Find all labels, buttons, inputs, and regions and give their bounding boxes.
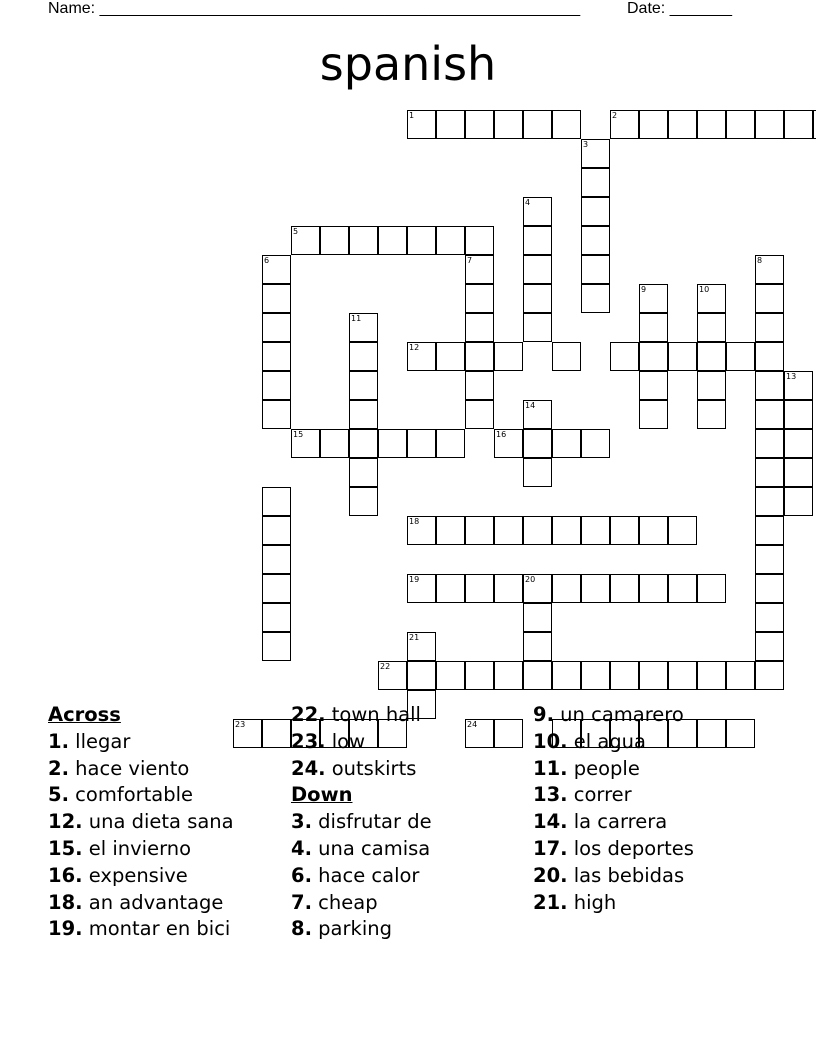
grid-cell[interactable] <box>523 429 552 458</box>
grid-cell[interactable] <box>755 284 784 313</box>
clue-item <box>533 809 694 836</box>
grid-cell[interactable] <box>610 661 639 690</box>
grid-cell[interactable] <box>610 342 639 371</box>
clue-item <box>48 836 234 863</box>
grid-cell[interactable] <box>697 574 726 603</box>
clue-item-number: 22. <box>291 703 326 726</box>
grid-cell[interactable] <box>523 313 552 342</box>
grid-cell[interactable] <box>581 429 610 458</box>
clue-item <box>291 809 432 836</box>
grid-cell[interactable] <box>639 110 668 139</box>
grid-cell[interactable] <box>523 603 552 632</box>
grid-cell[interactable] <box>407 632 436 661</box>
grid-cell[interactable] <box>494 429 523 458</box>
grid-cell[interactable] <box>262 603 291 632</box>
grid-cell[interactable] <box>784 429 813 458</box>
grid-cell[interactable] <box>523 661 552 690</box>
clue-item <box>533 782 694 809</box>
clue-item-text: people <box>567 756 640 780</box>
clue-item <box>533 756 694 783</box>
clue-item-number: 21. <box>533 890 568 914</box>
grid-cell[interactable] <box>755 458 784 487</box>
clue-number: 11 <box>351 314 362 323</box>
page-title: spanish <box>319 37 497 91</box>
grid-cell[interactable] <box>639 400 668 429</box>
grid-cell[interactable] <box>639 661 668 690</box>
grid-cell[interactable] <box>639 313 668 342</box>
clue-item-text: montar en bici <box>82 917 231 941</box>
grid-cell[interactable] <box>407 574 436 603</box>
clue-item <box>533 729 694 756</box>
grid-cell[interactable] <box>262 400 291 429</box>
clue-item-number: 19. <box>48 917 83 941</box>
grid-cell[interactable] <box>755 487 784 516</box>
clue-item-number: 11. <box>533 756 568 780</box>
clue-number: 16 <box>496 430 507 439</box>
grid-cell[interactable] <box>465 574 494 603</box>
grid-cell[interactable] <box>581 284 610 313</box>
grid-cell[interactable] <box>697 313 726 342</box>
grid-cell[interactable] <box>494 516 523 545</box>
clue-item-text: outskirts <box>325 756 417 780</box>
clue-number: 5 <box>293 227 299 236</box>
clue-item-number: 2. <box>48 756 69 780</box>
grid-cell[interactable] <box>668 661 697 690</box>
clues-column-3 <box>533 702 694 916</box>
grid-cell[interactable] <box>465 400 494 429</box>
grid-cell[interactable] <box>523 574 552 603</box>
clue-item <box>291 702 432 729</box>
clue-item-number: 9. <box>533 703 554 726</box>
grid-cell[interactable] <box>465 661 494 690</box>
grid-cell[interactable] <box>552 574 581 603</box>
grid-cell[interactable] <box>668 574 697 603</box>
clue-item <box>533 890 694 917</box>
clue-item-number: 4. <box>291 836 312 860</box>
grid-cell[interactable] <box>581 139 610 168</box>
grid-cell[interactable] <box>262 719 291 748</box>
grid-cell[interactable] <box>349 226 378 255</box>
grid-cell[interactable] <box>552 110 581 139</box>
grid-cell[interactable] <box>639 516 668 545</box>
grid-cell[interactable] <box>523 632 552 661</box>
grid-cell[interactable] <box>610 516 639 545</box>
grid-cell[interactable] <box>581 255 610 284</box>
grid-cell[interactable] <box>320 429 349 458</box>
grid-cell[interactable] <box>262 255 291 284</box>
clue-item-text: las bebidas <box>567 863 685 887</box>
clue-item <box>291 756 432 783</box>
grid-cell[interactable] <box>262 545 291 574</box>
grid-cell[interactable] <box>349 400 378 429</box>
grid-cell[interactable] <box>523 197 552 226</box>
grid-cell[interactable] <box>639 284 668 313</box>
grid-cell[interactable] <box>523 110 552 139</box>
clue-item-text: town hall <box>325 703 421 726</box>
clue-number: 10 <box>699 285 710 294</box>
grid-cell[interactable] <box>436 516 465 545</box>
clue-item-text: una camisa <box>311 836 431 860</box>
clue-number: 12 <box>409 343 420 352</box>
clue-item-text: high <box>567 890 617 914</box>
grid-cell[interactable] <box>523 458 552 487</box>
clue-item <box>48 916 234 943</box>
grid-cell[interactable] <box>610 574 639 603</box>
clue-item-number: 13. <box>533 783 568 807</box>
grid-cell[interactable] <box>755 632 784 661</box>
grid-cell[interactable] <box>581 516 610 545</box>
clue-item <box>291 836 432 863</box>
grid-cell[interactable] <box>291 226 320 255</box>
grid-cell[interactable] <box>755 545 784 574</box>
grid-cell[interactable] <box>581 197 610 226</box>
clue-item-text: expensive <box>82 863 188 887</box>
clues-column-2 <box>291 702 432 943</box>
grid-cell[interactable] <box>668 110 697 139</box>
clue-item-text: disfrutar de <box>311 810 432 834</box>
grid-cell[interactable] <box>320 226 349 255</box>
grid-cell[interactable] <box>262 516 291 545</box>
clue-item-number: 6. <box>291 863 312 887</box>
grid-cell[interactable] <box>262 342 291 371</box>
clue-item-text: llegar <box>68 729 131 753</box>
grid-cell[interactable] <box>262 487 291 516</box>
across-heading: Across <box>48 703 121 726</box>
clue-item-number: 24. <box>291 756 326 780</box>
grid-cell[interactable] <box>784 458 813 487</box>
grid-cell[interactable] <box>465 371 494 400</box>
grid-cell[interactable] <box>726 661 755 690</box>
grid-cell[interactable] <box>262 371 291 400</box>
grid-cell[interactable] <box>233 719 262 748</box>
clue-item-number: 5. <box>48 783 69 807</box>
clue-item-text: un camarero <box>553 703 684 726</box>
clue-number: 6 <box>264 256 270 265</box>
grid-cell[interactable] <box>407 429 436 458</box>
grid-cell[interactable] <box>784 371 813 400</box>
grid-cell[interactable] <box>349 458 378 487</box>
grid-cell[interactable] <box>465 284 494 313</box>
grid-cell[interactable] <box>697 284 726 313</box>
grid-cell[interactable] <box>494 661 523 690</box>
clue-number: 19 <box>409 575 420 584</box>
grid-cell[interactable] <box>755 516 784 545</box>
clue-item <box>533 702 694 729</box>
clue-item <box>291 729 432 756</box>
grid-cell[interactable] <box>697 371 726 400</box>
name-field-label: Name: ______________________________________________________ <box>48 0 581 17</box>
clue-item <box>533 863 694 890</box>
clue-item <box>48 756 234 783</box>
clue-number: 15 <box>293 430 304 439</box>
grid-cell[interactable] <box>755 574 784 603</box>
grid-cell[interactable] <box>407 661 436 690</box>
clue-number: 2 <box>612 111 618 120</box>
grid-cell[interactable] <box>349 487 378 516</box>
grid-cell[interactable] <box>552 429 581 458</box>
grid-cell[interactable] <box>784 110 813 139</box>
grid-cell[interactable] <box>755 661 784 690</box>
grid-cell[interactable] <box>262 632 291 661</box>
grid-cell[interactable] <box>291 429 320 458</box>
grid-cell[interactable] <box>465 255 494 284</box>
grid-cell[interactable] <box>378 429 407 458</box>
grid-cell[interactable] <box>349 342 378 371</box>
date-field-label: Date: _______ <box>627 0 732 17</box>
grid-cell[interactable] <box>465 313 494 342</box>
clue-item-number: 16. <box>48 863 83 887</box>
grid-cell[interactable] <box>465 342 494 371</box>
clue-item-text: hace viento <box>68 756 190 780</box>
clue-number: 23 <box>235 720 246 729</box>
grid-cell[interactable] <box>436 574 465 603</box>
clue-number: 4 <box>525 198 531 207</box>
grid-cell[interactable] <box>552 661 581 690</box>
clue-item <box>291 863 432 890</box>
clue-item <box>48 782 234 809</box>
clue-item-text: comfortable <box>68 783 194 807</box>
grid-cell[interactable] <box>581 226 610 255</box>
clue-item-text: el invierno <box>82 836 192 860</box>
grid-cell[interactable] <box>697 342 726 371</box>
clue-item-number: 17. <box>533 836 568 860</box>
grid-cell[interactable] <box>523 255 552 284</box>
clue-item-number: 3. <box>291 810 312 834</box>
grid-cell[interactable] <box>581 574 610 603</box>
clue-item-number: 12. <box>48 810 83 834</box>
grid-cell[interactable] <box>262 284 291 313</box>
clue-item-text: an advantage <box>82 890 224 914</box>
grid-cell[interactable] <box>755 342 784 371</box>
clue-item-text: low <box>325 729 366 753</box>
grid-cell[interactable] <box>349 371 378 400</box>
grid-cell[interactable] <box>378 661 407 690</box>
grid-cell[interactable] <box>668 342 697 371</box>
grid-cell[interactable] <box>755 400 784 429</box>
grid-cell[interactable] <box>755 429 784 458</box>
grid-cell[interactable] <box>407 110 436 139</box>
clue-item-text: parking <box>311 917 392 941</box>
grid-cell[interactable] <box>668 516 697 545</box>
clue-item <box>48 809 234 836</box>
grid-cell[interactable] <box>552 516 581 545</box>
grid-cell[interactable] <box>610 110 639 139</box>
grid-cell[interactable] <box>755 110 784 139</box>
clue-number: 7 <box>467 256 473 265</box>
clue-item <box>48 890 234 917</box>
clue-item-text: la carrera <box>567 810 668 834</box>
clue-item-number: 14. <box>533 810 568 834</box>
grid-cell[interactable] <box>407 342 436 371</box>
clue-item-number: 20. <box>533 863 568 887</box>
grid-cell[interactable] <box>784 400 813 429</box>
grid-cell[interactable] <box>784 487 813 516</box>
grid-cell[interactable] <box>436 429 465 458</box>
grid-cell[interactable] <box>755 603 784 632</box>
clues-column-1 <box>48 702 234 943</box>
clue-item-number: 10. <box>533 729 568 753</box>
grid-cell[interactable] <box>523 516 552 545</box>
grid-cell[interactable] <box>407 226 436 255</box>
grid-cell[interactable] <box>262 574 291 603</box>
grid-cell[interactable] <box>436 226 465 255</box>
grid-cell[interactable] <box>349 429 378 458</box>
clue-number: 13 <box>786 372 797 381</box>
clue-item <box>48 729 234 756</box>
grid-cell[interactable] <box>349 313 378 342</box>
grid-cell[interactable] <box>494 719 523 748</box>
grid-cell[interactable] <box>523 226 552 255</box>
clue-number: 3 <box>583 140 589 149</box>
clue-item-text: el agua <box>567 729 646 753</box>
clue-item <box>533 836 694 863</box>
grid-cell[interactable] <box>697 110 726 139</box>
clue-number: 21 <box>409 633 420 642</box>
grid-cell[interactable] <box>639 371 668 400</box>
clue-number: 22 <box>380 662 391 671</box>
clue-item-number: 1. <box>48 729 69 753</box>
grid-cell[interactable] <box>436 110 465 139</box>
grid-cell[interactable] <box>436 661 465 690</box>
clue-item-number: 18. <box>48 890 83 914</box>
grid-cell[interactable] <box>494 110 523 139</box>
grid-cell[interactable] <box>378 226 407 255</box>
clue-item <box>291 890 432 917</box>
grid-cell[interactable] <box>552 342 581 371</box>
grid-cell[interactable] <box>639 574 668 603</box>
grid-cell[interactable] <box>523 284 552 313</box>
clue-item <box>48 863 234 890</box>
clue-number: 8 <box>757 256 763 265</box>
clue-number: 14 <box>525 401 536 410</box>
clue-number: 9 <box>641 285 647 294</box>
clue-item-text: cheap <box>311 890 378 914</box>
clue-item-number: 15. <box>48 836 83 860</box>
clue-number: 20 <box>525 575 536 584</box>
clue-item-text: una dieta sana <box>82 810 234 834</box>
grid-cell[interactable] <box>726 110 755 139</box>
clue-item-text: hace calor <box>311 863 420 887</box>
grid-cell[interactable] <box>639 342 668 371</box>
clue-item-number: 8. <box>291 917 312 941</box>
grid-cell[interactable] <box>726 719 755 748</box>
grid-cell[interactable] <box>581 168 610 197</box>
clue-item <box>291 916 432 943</box>
grid-cell[interactable] <box>697 400 726 429</box>
grid-cell[interactable] <box>494 342 523 371</box>
grid-cell[interactable] <box>407 516 436 545</box>
grid-cell[interactable] <box>465 719 494 748</box>
grid-cell[interactable] <box>436 342 465 371</box>
grid-cell[interactable] <box>697 661 726 690</box>
grid-cell[interactable] <box>465 110 494 139</box>
clue-item-text: correr <box>567 783 632 807</box>
clue-number: 18 <box>409 517 420 526</box>
grid-cell[interactable] <box>262 313 291 342</box>
grid-cell[interactable] <box>755 371 784 400</box>
clue-number: 24 <box>467 720 478 729</box>
down-heading: Down <box>291 783 353 807</box>
grid-cell[interactable] <box>755 313 784 342</box>
grid-cell[interactable] <box>581 661 610 690</box>
grid-cell[interactable] <box>465 516 494 545</box>
grid-cell[interactable] <box>697 719 726 748</box>
grid-cell[interactable] <box>465 226 494 255</box>
clue-item-number: 7. <box>291 890 312 914</box>
clue-item-number: 23. <box>291 729 326 753</box>
grid-cell[interactable] <box>755 255 784 284</box>
clue-item-text: los deportes <box>567 836 694 860</box>
grid-cell[interactable] <box>494 574 523 603</box>
clue-number: 1 <box>409 111 415 120</box>
grid-cell[interactable] <box>726 342 755 371</box>
grid-cell[interactable] <box>523 400 552 429</box>
